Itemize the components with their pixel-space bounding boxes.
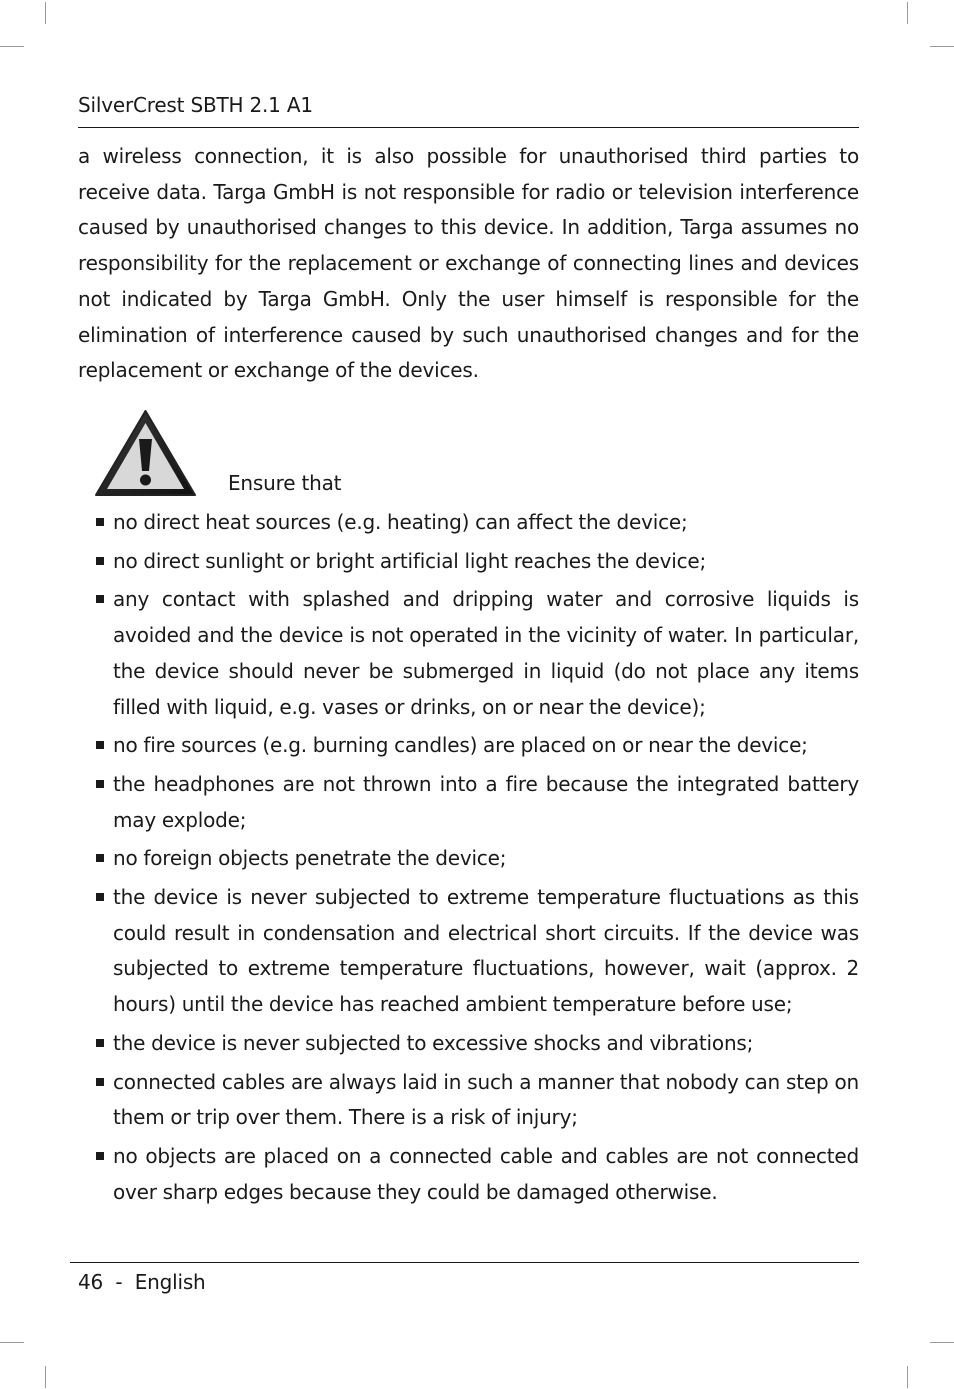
list-item	[95, 880, 859, 1023]
crop-mark	[45, 2, 46, 24]
list-item	[95, 841, 859, 877]
bullet-square-icon	[96, 854, 104, 862]
warning-lead-text: Ensure that	[228, 471, 342, 495]
list-item-text: no objects are placed on a connected cable and cables are not connected over sharp edges because they could be damaged otherwise.	[113, 1143, 859, 1204]
bullet-square-icon	[96, 1078, 104, 1086]
list-item	[95, 505, 859, 541]
bullet-square-icon	[96, 1039, 104, 1047]
list-item-text: connected cables are always laid in such a manner that nobody can step on them or trip over them. There is a risk of injury;	[113, 1069, 859, 1130]
warning-bullet-list	[95, 505, 859, 1213]
crop-mark	[907, 1366, 908, 1388]
list-item-text: no foreign objects penetrate the device;	[113, 846, 507, 871]
crop-mark	[907, 2, 908, 24]
page-header-title: SilverCrest SBTH 2.1 A1	[78, 93, 313, 117]
bullet-square-icon	[96, 557, 104, 565]
list-item-text: the headphones are not thrown into a fire because the integrated battery may explode;	[113, 771, 859, 832]
crop-mark	[0, 46, 24, 47]
list-item-text: the device is never subjected to excessive shocks and vibrations;	[113, 1030, 754, 1055]
intro-paragraph: a wireless connection, it is also possible for unauthorised third parties to receive data. Targa GmbH is not responsible for radio or television interference caused by unauthorised changes to this device. In addition, Targa assumes no responsibility for the replacement or exchange of connecting lines and devices not indicated by Targa GmbH. Only the user himself is responsible for the elimination of interference caused by such unauthorised changes and for the replacement or exchange of the devices.	[78, 144, 859, 383]
crop-mark	[930, 1342, 954, 1343]
bullet-square-icon	[96, 741, 104, 749]
bullet-square-icon	[96, 595, 104, 603]
list-item	[95, 582, 859, 725]
list-item	[95, 1065, 859, 1136]
crop-mark	[45, 1366, 46, 1388]
bullet-square-icon	[96, 1152, 104, 1160]
bullet-square-icon	[96, 518, 104, 526]
crop-mark	[0, 1342, 24, 1343]
list-item-text: no direct sunlight or bright artificial light reaches the device;	[113, 548, 707, 573]
bullet-square-icon	[96, 893, 104, 901]
header-divider	[78, 127, 859, 128]
list-item-text: no fire sources (e.g. burning candles) are placed on or near the device;	[113, 733, 808, 758]
list-item	[95, 544, 859, 580]
bullet-square-icon	[96, 780, 104, 788]
list-item	[95, 1026, 859, 1062]
page-footer: 46 - English	[78, 1270, 206, 1294]
crop-mark	[930, 46, 954, 47]
list-item-text: any contact with splashed and dripping water and corrosive liquids is avoided and the device is not operated in the vicinity of water. In particular, the device should never be submerged in liquid (do not place any items filled with liquid, e.g. vases or drinks, on or near the device);	[113, 587, 859, 719]
list-item-text: the device is never subjected to extreme temperature fluctuations as this could result in condensation and electrical short circuits. If the device was subjected to extreme temperature fluctuations, however, wait (approx. 2 hours) until the device has reached ambient temperature before use;	[113, 885, 859, 1017]
list-item	[95, 1139, 859, 1210]
list-item-text: no direct heat sources (e.g. heating) can affect the device;	[113, 510, 688, 534]
footer-divider	[70, 1262, 859, 1263]
list-item	[95, 767, 859, 838]
list-item	[95, 728, 859, 764]
warning-triangle-icon	[94, 409, 197, 498]
